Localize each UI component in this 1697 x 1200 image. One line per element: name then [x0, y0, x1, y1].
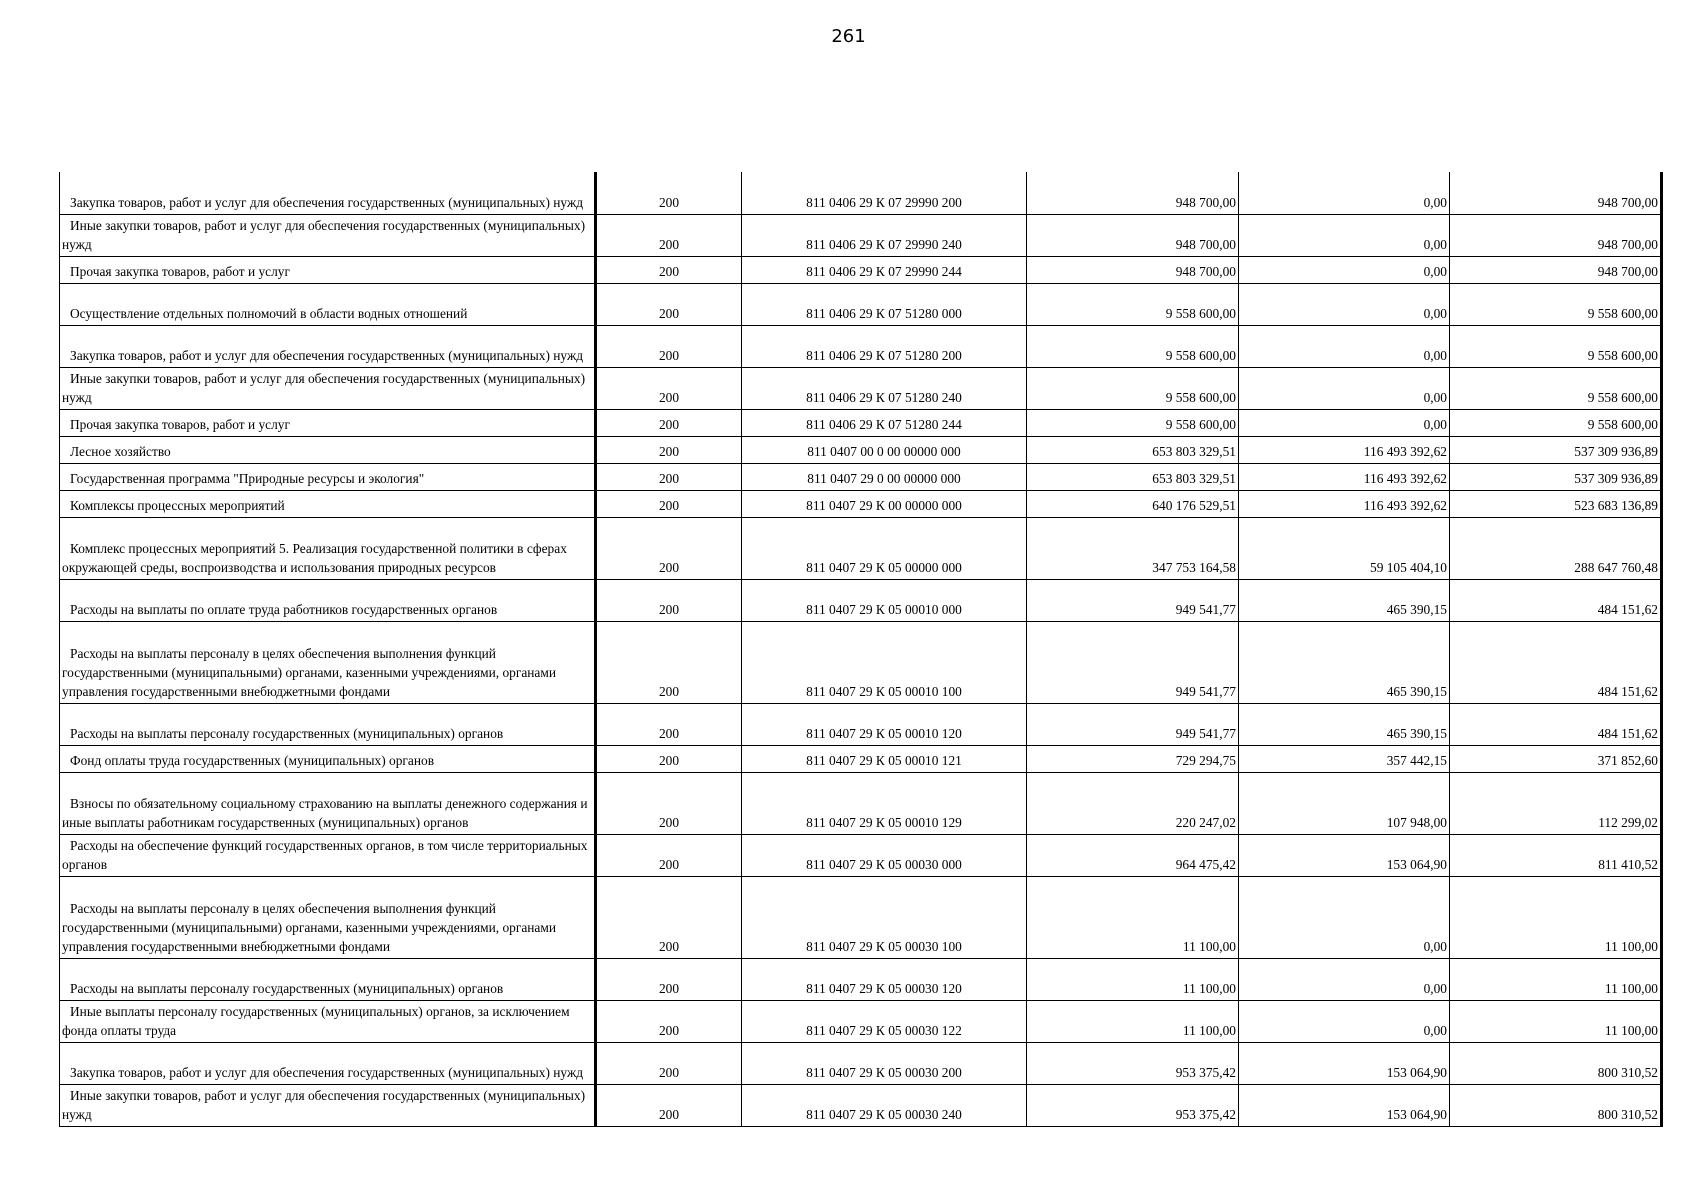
row-value-3: 484 151,62	[1450, 621, 1662, 703]
table-row	[60, 463, 1662, 490]
row-value-2: 0,00	[1239, 367, 1450, 409]
row-value-2: 0,00	[1239, 283, 1450, 325]
row-value-3: 11 100,00	[1450, 876, 1662, 958]
row-value-1: 953 375,42	[1027, 1084, 1239, 1126]
row-code: 200	[596, 1042, 742, 1084]
row-code: 200	[596, 325, 742, 367]
row-kbk: 811 0407 29 К 05 00010 100	[742, 621, 1027, 703]
row-kbk: 811 0407 00 0 00 00000 000	[742, 436, 1027, 463]
table-row	[60, 958, 1662, 1000]
row-value-3: 800 310,52	[1450, 1084, 1662, 1126]
row-kbk: 811 0406 29 К 07 51280 240	[742, 367, 1027, 409]
row-value-2: 0,00	[1239, 172, 1450, 214]
row-name: Закупка товаров, работ и услуг для обеспечения государственных (муниципальных) нужд	[60, 1042, 596, 1084]
row-code: 200	[596, 172, 742, 214]
row-code: 200	[596, 214, 742, 256]
row-name: Иные закупки товаров, работ и услуг для обеспечения государственных (муниципальных) нужд	[60, 367, 596, 409]
row-name: Комплексы процессных мероприятий	[60, 490, 596, 517]
row-code: 200	[596, 436, 742, 463]
row-value-1: 11 100,00	[1027, 876, 1239, 958]
row-name: Осуществление отдельных полномочий в области водных отношений	[60, 283, 596, 325]
row-value-3: 371 852,60	[1450, 745, 1662, 772]
row-value-3: 523 683 136,89	[1450, 490, 1662, 517]
row-value-1: 9 558 600,00	[1027, 283, 1239, 325]
row-kbk: 811 0407 29 К 05 00010 120	[742, 703, 1027, 745]
row-kbk: 811 0407 29 К 05 00030 120	[742, 958, 1027, 1000]
row-kbk: 811 0407 29 К 05 00000 000	[742, 517, 1027, 579]
row-name: Прочая закупка товаров, работ и услуг	[60, 256, 596, 283]
table-row	[60, 283, 1662, 325]
row-value-1: 653 803 329,51	[1027, 463, 1239, 490]
row-code: 200	[596, 367, 742, 409]
table-row	[60, 703, 1662, 745]
row-kbk: 811 0407 29 К 05 00030 240	[742, 1084, 1027, 1126]
row-value-3: 9 558 600,00	[1450, 283, 1662, 325]
row-value-1: 729 294,75	[1027, 745, 1239, 772]
row-kbk: 811 0406 29 К 07 51280 244	[742, 409, 1027, 436]
row-kbk: 811 0407 29 К 05 00030 100	[742, 876, 1027, 958]
row-value-2: 465 390,15	[1239, 703, 1450, 745]
row-kbk: 811 0406 29 К 07 29990 240	[742, 214, 1027, 256]
row-code: 200	[596, 283, 742, 325]
row-value-2: 0,00	[1239, 214, 1450, 256]
table-row	[60, 1084, 1662, 1126]
row-code: 200	[596, 1000, 742, 1042]
row-kbk: 811 0406 29 К 07 51280 200	[742, 325, 1027, 367]
table-row	[60, 172, 1662, 214]
row-value-1: 9 558 600,00	[1027, 325, 1239, 367]
row-value-2: 153 064,90	[1239, 834, 1450, 876]
row-code: 200	[596, 579, 742, 621]
row-value-2: 116 493 392,62	[1239, 463, 1450, 490]
row-kbk: 811 0406 29 К 07 51280 000	[742, 283, 1027, 325]
row-kbk: 811 0407 29 К 05 00030 200	[742, 1042, 1027, 1084]
row-value-3: 484 151,62	[1450, 579, 1662, 621]
row-kbk: 811 0406 29 К 07 29990 200	[742, 172, 1027, 214]
row-name: Иные закупки товаров, работ и услуг для обеспечения государственных (муниципальных) нужд	[60, 214, 596, 256]
row-value-2: 465 390,15	[1239, 621, 1450, 703]
row-value-3: 288 647 760,48	[1450, 517, 1662, 579]
row-value-1: 948 700,00	[1027, 214, 1239, 256]
table-row	[60, 409, 1662, 436]
table-row	[60, 876, 1662, 958]
row-value-1: 9 558 600,00	[1027, 409, 1239, 436]
row-kbk: 811 0407 29 К 05 00010 129	[742, 772, 1027, 834]
row-name: Государственная программа "Природные ресурсы и экология"	[60, 463, 596, 490]
table-row	[60, 621, 1662, 703]
table-row	[60, 436, 1662, 463]
row-code: 200	[596, 517, 742, 579]
row-value-1: 964 475,42	[1027, 834, 1239, 876]
row-value-2: 0,00	[1239, 325, 1450, 367]
row-kbk: 811 0407 29 0 00 00000 000	[742, 463, 1027, 490]
row-value-1: 11 100,00	[1027, 958, 1239, 1000]
row-value-2: 59 105 404,10	[1239, 517, 1450, 579]
row-value-2: 0,00	[1239, 256, 1450, 283]
table-row	[60, 834, 1662, 876]
table-row	[60, 367, 1662, 409]
row-code: 200	[596, 463, 742, 490]
row-code: 200	[596, 876, 742, 958]
row-value-3: 948 700,00	[1450, 214, 1662, 256]
row-value-1: 948 700,00	[1027, 172, 1239, 214]
row-value-3: 537 309 936,89	[1450, 463, 1662, 490]
row-kbk: 811 0407 29 К 05 00010 000	[742, 579, 1027, 621]
row-name: Расходы на обеспечение функций государственных органов, в том числе территориальных органов	[60, 834, 596, 876]
table-row	[60, 256, 1662, 283]
row-code: 200	[596, 409, 742, 436]
row-name: Иные закупки товаров, работ и услуг для обеспечения государственных (муниципальных) нужд	[60, 1084, 596, 1126]
row-name: Иные выплаты персоналу государственных (муниципальных) органов, за исключением фонда оплаты труда	[60, 1000, 596, 1042]
table-row	[60, 325, 1662, 367]
page-number: 261	[831, 26, 866, 47]
table-row	[60, 745, 1662, 772]
row-name: Расходы на выплаты персоналу государственных (муниципальных) органов	[60, 958, 596, 1000]
budget-table	[59, 172, 1663, 1127]
row-name: Расходы на выплаты персоналу государственных (муниципальных) органов	[60, 703, 596, 745]
row-code: 200	[596, 621, 742, 703]
row-value-3: 9 558 600,00	[1450, 325, 1662, 367]
row-value-2: 357 442,15	[1239, 745, 1450, 772]
row-code: 200	[596, 256, 742, 283]
table-row	[60, 579, 1662, 621]
row-kbk: 811 0407 29 К 05 00030 122	[742, 1000, 1027, 1042]
row-name: Фонд оплаты труда государственных (муниципальных) органов	[60, 745, 596, 772]
row-value-2: 153 064,90	[1239, 1042, 1450, 1084]
row-name: Комплекс процессных мероприятий 5. Реализация государственной политики в сферах окружающей среды, воспроизводства и использования природных ресурсов	[60, 517, 596, 579]
row-name: Закупка товаров, работ и услуг для обеспечения государственных (муниципальных) нужд	[60, 172, 596, 214]
row-value-1: 653 803 329,51	[1027, 436, 1239, 463]
table-row	[60, 1042, 1662, 1084]
row-name: Прочая закупка товаров, работ и услуг	[60, 409, 596, 436]
row-value-3: 537 309 936,89	[1450, 436, 1662, 463]
row-value-1: 347 753 164,58	[1027, 517, 1239, 579]
row-value-1: 11 100,00	[1027, 1000, 1239, 1042]
row-code: 200	[596, 958, 742, 1000]
row-code: 200	[596, 745, 742, 772]
row-value-1: 949 541,77	[1027, 621, 1239, 703]
row-value-1: 949 541,77	[1027, 579, 1239, 621]
row-value-3: 112 299,02	[1450, 772, 1662, 834]
row-value-2: 0,00	[1239, 1000, 1450, 1042]
row-value-3: 11 100,00	[1450, 1000, 1662, 1042]
row-value-3: 11 100,00	[1450, 958, 1662, 1000]
row-value-2: 107 948,00	[1239, 772, 1450, 834]
row-value-1: 220 247,02	[1027, 772, 1239, 834]
row-value-1: 953 375,42	[1027, 1042, 1239, 1084]
row-value-2: 0,00	[1239, 409, 1450, 436]
row-value-2: 0,00	[1239, 876, 1450, 958]
row-value-1: 640 176 529,51	[1027, 490, 1239, 517]
row-kbk: 811 0407 29 К 05 00010 121	[742, 745, 1027, 772]
row-value-3: 811 410,52	[1450, 834, 1662, 876]
row-code: 200	[596, 772, 742, 834]
row-value-3: 948 700,00	[1450, 172, 1662, 214]
row-code: 200	[596, 703, 742, 745]
row-name: Закупка товаров, работ и услуг для обеспечения государственных (муниципальных) нужд	[60, 325, 596, 367]
row-kbk: 811 0407 29 К 05 00030 000	[742, 834, 1027, 876]
row-name: Расходы на выплаты персоналу в целях обеспечения выполнения функций государственными (муниципальными) органами, казенными учреждениями, органами управления государственными внебюджетными фондами	[60, 876, 596, 958]
row-name: Расходы на выплаты персоналу в целях обеспечения выполнения функций государственными (муниципальными) органами, казенными учреждениями, органами управления государственными внебюджетными фондами	[60, 621, 596, 703]
row-name: Взносы по обязательному социальному страхованию на выплаты денежного содержания и иные выплаты работникам государственных (муниципальных) органов	[60, 772, 596, 834]
row-value-3: 800 310,52	[1450, 1042, 1662, 1084]
row-value-2: 0,00	[1239, 958, 1450, 1000]
row-value-1: 949 541,77	[1027, 703, 1239, 745]
row-value-3: 948 700,00	[1450, 256, 1662, 283]
row-kbk: 811 0406 29 К 07 29990 244	[742, 256, 1027, 283]
row-value-3: 9 558 600,00	[1450, 409, 1662, 436]
row-value-2: 465 390,15	[1239, 579, 1450, 621]
row-kbk: 811 0407 29 К 00 00000 000	[742, 490, 1027, 517]
row-value-3: 484 151,62	[1450, 703, 1662, 745]
row-value-2: 116 493 392,62	[1239, 490, 1450, 517]
row-code: 200	[596, 490, 742, 517]
row-code: 200	[596, 1084, 742, 1126]
table-row	[60, 772, 1662, 834]
row-value-2: 153 064,90	[1239, 1084, 1450, 1126]
row-value-3: 9 558 600,00	[1450, 367, 1662, 409]
row-value-2: 116 493 392,62	[1239, 436, 1450, 463]
row-value-1: 9 558 600,00	[1027, 367, 1239, 409]
row-value-1: 948 700,00	[1027, 256, 1239, 283]
table-row	[60, 1000, 1662, 1042]
table-row	[60, 214, 1662, 256]
table-row	[60, 517, 1662, 579]
row-name: Лесное хозяйство	[60, 436, 596, 463]
table-row	[60, 490, 1662, 517]
row-code: 200	[596, 834, 742, 876]
row-name: Расходы на выплаты по оплате труда работников государственных органов	[60, 579, 596, 621]
